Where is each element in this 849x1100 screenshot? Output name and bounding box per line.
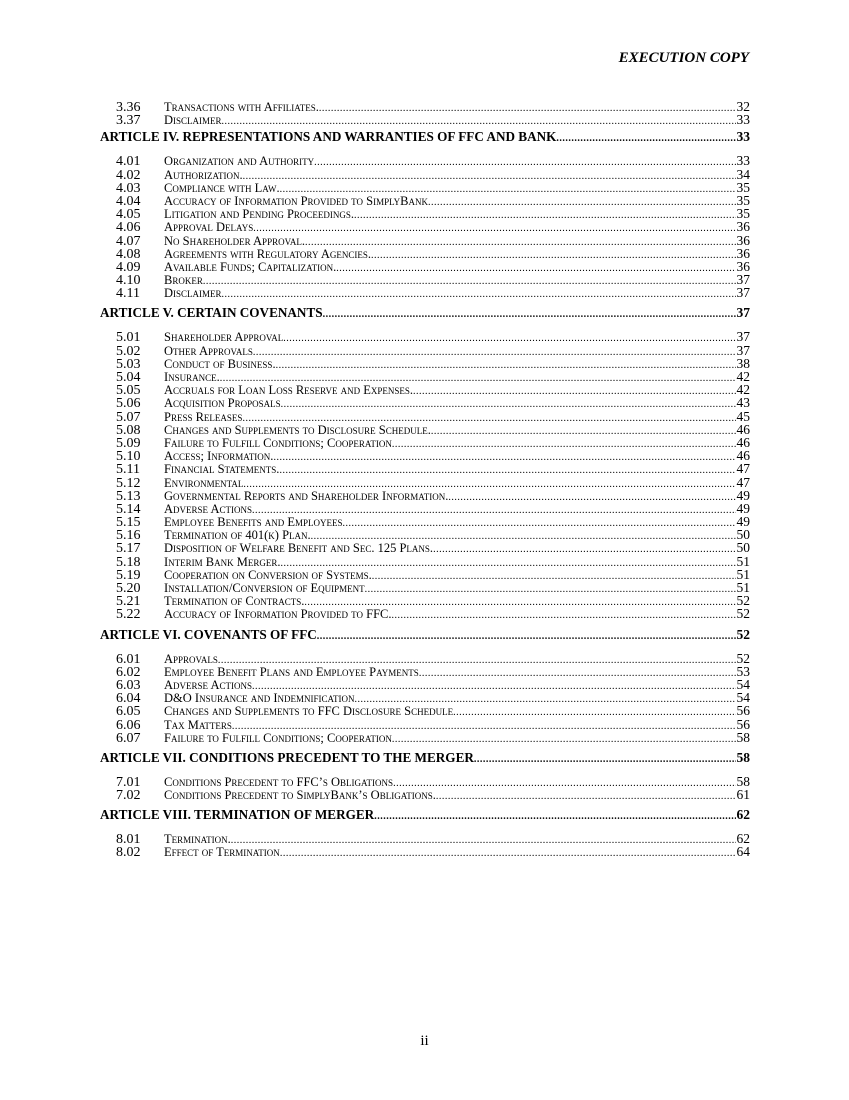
section-page-number: 46 [736,421,750,437]
section-title: Authorization. [164,167,243,182]
article-title: ARTICLE VII. CONDITIONS PRECEDENT TO THE MERGER [100,749,474,765]
section-title: Accuracy of Information Provided to SimplyBank [164,193,429,208]
toc-entry[interactable] [100,476,750,489]
toc-entry[interactable] [100,410,750,423]
dot-leader [365,582,736,595]
section-title: Accuracy of Information Provided to FFC. [164,607,392,622]
dot-leader [391,608,735,621]
section-number: 6.02 [116,664,141,680]
toc-entry[interactable] [100,718,750,731]
dot-leader [336,261,735,274]
section-title: Accruals for Loan Loss Reserve and Expenses. [164,383,413,398]
section-number: 5.05 [116,383,141,399]
section-number: 4.10 [116,273,141,289]
dot-leader [231,833,736,846]
section-title: Approvals [164,651,218,666]
toc-entry[interactable] [100,423,750,436]
toc-entry[interactable] [100,194,750,207]
article-page-number: 37 [736,305,750,321]
section-title: Litigation and Pending Proceedings. [164,207,355,222]
section-number: 7.02 [116,788,141,804]
dot-leader [413,384,736,397]
section-number: 5.06 [116,396,141,412]
toc-entry[interactable] [100,357,750,370]
section-page-number: 51 [736,553,750,569]
toc-entry[interactable] [100,260,750,273]
section-title: Disposition of Welfare Benefit and Sec. 125 Plans. [164,541,434,556]
section-number: 7.01 [116,774,141,790]
section-number: 5.07 [116,409,141,425]
dot-leader [474,750,736,763]
dot-leader [372,569,736,582]
section-page-number: 56 [736,703,750,719]
section-number: 5.21 [116,594,141,610]
dot-leader [273,450,735,463]
section-number: 5.16 [116,528,141,544]
section-number: 5.17 [116,541,141,557]
section-number: 4.03 [116,180,141,196]
article-title: ARTICLE V. CERTAIN COVENANTS [100,305,323,321]
section-page-number: 61 [736,787,750,803]
section-title: Employee Benefits and Employees [164,515,343,530]
section-title: Failure to Fulfill Conditions; Cooperation [164,435,392,450]
dot-leader [276,358,736,371]
section-page-number: 51 [736,580,750,595]
section-number: 5.20 [116,581,141,596]
section-number: 5.01 [116,330,141,346]
dot-leader [305,235,735,248]
section-number: 3.37 [116,113,141,129]
dot-leader [283,331,735,344]
toc-entry[interactable] [100,568,750,581]
article-page-number: 52 [736,626,750,642]
section-title: Conditions Precedent to FFC’s Obligations [164,774,394,789]
toc-entry[interactable] [100,329,750,346]
section-page-number: 36 [736,232,750,248]
section-number: 6.07 [116,730,141,746]
section-title: Financial Statements. [164,462,280,477]
section-number: 4.11 [116,286,140,302]
toc-entry[interactable] [100,690,750,707]
article-title: ARTICLE VI. COVENANTS OF FFC [100,626,317,642]
section-page-number: 35 [736,192,750,208]
section-title: Adverse Actions [164,501,252,516]
dot-leader [218,653,736,666]
toc-entry[interactable] [100,787,750,804]
section-number: 5.11 [116,462,140,478]
section-number: 4.09 [116,259,141,275]
section-number: 8.01 [116,832,141,848]
section-page-number: 53 [736,663,750,679]
dot-leader [374,807,735,820]
toc-entry[interactable] [100,112,750,129]
section-page-number: 52 [736,650,750,666]
section-page-number: 58 [736,773,750,789]
section-title: Conduct of Business. [164,356,276,371]
dot-leader [556,129,735,142]
section-number: 3.36 [116,100,141,115]
table-of-contents [100,100,750,859]
section-title: Access; Information. [164,449,274,464]
dot-leader [222,114,736,127]
toc-entry[interactable] [100,219,750,236]
article-heading[interactable] [100,627,750,643]
toc-entry[interactable] [100,775,750,788]
section-page-number: 36 [736,258,750,274]
section-page-number: 64 [736,844,750,860]
section-page-number: 43 [736,395,750,411]
section-page-number: 46 [736,434,750,450]
dot-leader [428,195,735,208]
section-title: Environmental [164,475,244,490]
toc-entry[interactable] [100,665,750,678]
section-page-number: 50 [736,540,750,556]
toc-entry[interactable] [100,247,750,260]
dot-leader [281,556,736,569]
section-title: Compliance with Law. [164,180,280,195]
section-title: Termination. [164,832,231,847]
section-number: 5.14 [116,501,141,517]
section-page-number: 62 [736,831,750,847]
article-heading[interactable] [100,305,750,321]
dot-leader [343,516,736,529]
dot-leader [319,101,736,114]
article-title: ARTICLE VIII. TERMINATION OF MERGER [100,807,375,823]
section-title: Shareholder Approval [164,330,284,345]
section-title: Interim Bank Merger. [164,554,281,569]
section-number: 5.19 [116,567,141,583]
section-number: 5.10 [116,449,141,465]
section-page-number: 37 [736,329,750,345]
dot-leader [280,846,736,859]
section-page-number: 52 [736,606,750,622]
dot-leader [203,274,736,287]
dot-leader [392,732,736,745]
section-page-number: 34 [736,166,750,182]
toc-entry[interactable] [100,344,750,357]
dot-leader [232,719,736,732]
section-title: Agreements with Regulatory Agencies. [164,246,372,261]
toc-entry[interactable] [100,678,750,691]
toc-entry[interactable] [100,581,750,594]
toc-entry[interactable] [100,593,750,610]
section-page-number: 56 [736,716,750,732]
section-page-number: 33 [736,112,750,128]
section-title: Termination of 401(k) Plan. [164,528,311,543]
dot-leader [419,666,736,679]
section-page-number: 52 [736,593,750,609]
section-number: 5.03 [116,356,141,372]
section-page-number: 54 [736,690,750,706]
section-page-number: 58 [736,729,750,745]
dot-leader [371,248,735,261]
section-title: Acquisition Proposals [164,396,281,411]
section-number: 5.02 [116,343,141,359]
dot-leader [317,627,736,640]
article-title: ARTICLE IV. REPRESENTATIONS AND WARRANTIES OF FFC AND BANK [100,129,557,145]
section-title: D&O Insurance and Indemnification [164,691,355,706]
article-heading[interactable] [100,750,750,766]
toc-entry[interactable] [100,181,750,194]
dot-leader [253,221,735,234]
section-page-number: 45 [736,408,750,424]
section-number: 8.02 [116,845,141,861]
dot-leader [243,477,735,490]
dot-leader [280,182,736,195]
toc-entry[interactable] [100,436,750,449]
dot-leader [393,776,735,789]
toc-entry[interactable] [100,555,750,568]
toc-entry[interactable] [100,502,750,515]
toc-entry[interactable] [100,527,750,544]
section-title: Conditions Precedent to SimplyBank’s Obligations. [164,788,436,803]
toc-entry[interactable] [100,448,750,465]
section-number: 6.03 [116,677,141,693]
section-number: 4.05 [116,207,141,223]
section-number: 5.04 [116,370,141,385]
section-number: 4.01 [116,154,141,170]
dot-leader [354,208,735,221]
section-number: 4.06 [116,220,141,236]
toc-entry[interactable] [100,382,750,399]
toc-entry[interactable] [100,100,750,113]
section-number: 4.04 [116,193,141,209]
toc-entry[interactable] [100,489,750,502]
section-title: Changes and Supplements to FFC Disclosure Schedule [164,704,454,719]
section-number: 4.07 [116,233,141,249]
section-number: 6.04 [116,691,141,707]
section-title: Failure to Fulfill Conditions; Cooperation [164,730,392,745]
section-page-number: 42 [736,369,750,384]
dot-leader [243,169,736,182]
section-title: Insurance. [164,370,220,384]
section-title: Tax Matters [164,717,232,732]
section-page-number: 49 [736,500,750,516]
section-page-number: 35 [736,206,750,222]
section-page-number: 37 [736,285,750,301]
section-title: Available Funds; Capitalization. [164,259,337,274]
section-page-number: 37 [736,272,750,288]
toc-entry[interactable] [100,514,750,531]
toc-entry[interactable] [100,831,750,848]
section-title: Transactions with Affiliates. [164,100,319,114]
section-title: Governmental Reports and Shareholder Information. [164,488,449,503]
section-number: 5.15 [116,515,141,531]
dot-leader [279,463,735,476]
section-number: 4.08 [116,246,141,262]
toc-entry[interactable] [100,206,750,223]
section-title: Other Approvals [164,343,253,358]
toc-entry[interactable] [100,272,750,289]
section-page-number: 47 [736,474,750,490]
toc-entry[interactable] [100,285,750,302]
section-page-number: 38 [736,355,750,371]
section-title: Installation/Conversion of Equipment [164,581,365,595]
toc-entry[interactable] [100,652,750,665]
toc-entry[interactable] [100,395,750,412]
dot-leader [323,305,736,318]
section-page-number: 51 [736,566,750,582]
toc-entry[interactable] [100,703,750,720]
section-title: Adverse Actions [164,677,252,692]
section-page-number: 32 [736,99,750,114]
toc-entry[interactable] [100,844,750,861]
article-page-number: 58 [736,749,750,765]
section-page-number: 54 [736,676,750,692]
dot-leader [253,345,736,358]
section-number: 5.18 [116,554,141,570]
toc-entry[interactable] [100,461,750,478]
dot-leader [281,397,736,410]
article-page-number: 62 [736,807,750,823]
section-title: Disclaimer [164,113,222,128]
toc-entry[interactable] [100,606,750,623]
section-page-number: 36 [736,219,750,235]
section-title: Changes and Supplements to Disclosure Schedule. [164,422,431,437]
dot-leader [314,155,735,168]
section-page-number: 47 [736,461,750,477]
toc-entry[interactable] [100,168,750,181]
article-heading[interactable] [100,807,750,823]
section-number: 4.02 [116,167,141,183]
toc-entry[interactable] [100,540,750,557]
dot-leader [436,789,736,802]
section-number: 6.01 [116,651,141,667]
dot-leader [242,411,735,424]
section-title: Organization and Authority [164,154,315,169]
section-page-number: 46 [736,448,750,464]
section-page-number: 42 [736,382,750,398]
section-title: Termination of Contracts. [164,594,305,609]
page-number: ii [420,1033,429,1049]
document-header: EXECUTION COPY [618,50,749,66]
section-page-number: 35 [736,179,750,195]
section-title: Approval Delays [164,220,254,235]
section-title: Press Releases [164,409,243,424]
toc-entry[interactable] [100,370,750,383]
section-page-number: 37 [736,342,750,358]
section-number: 6.06 [116,717,141,733]
dot-leader [222,287,736,300]
article-page-number: 33 [736,129,750,145]
section-number: 5.13 [116,488,141,504]
dot-leader [453,705,735,718]
section-number: 5.08 [116,422,141,438]
section-number: 5.09 [116,435,141,451]
dot-leader [433,542,735,555]
section-title: Employee Benefit Plans and Employee Payments [164,664,419,679]
section-title: No Shareholder Approval. [164,233,306,248]
section-page-number: 33 [736,153,750,169]
section-title: Disclaimer [164,286,222,301]
article-heading[interactable] [100,129,750,145]
toc-entry[interactable] [100,234,750,247]
section-page-number: 36 [736,245,750,261]
section-title: Cooperation on Conversion of Systems. [164,567,372,582]
section-number: 6.05 [116,704,141,720]
toc-entry[interactable] [100,731,750,744]
section-title: Broker [164,273,203,288]
section-number: 5.12 [116,475,141,491]
section-title: Effect of Termination [164,845,280,860]
dot-leader [448,490,735,503]
section-number: 5.22 [116,607,141,623]
section-page-number: 50 [736,527,750,543]
section-page-number: 49 [736,514,750,530]
toc-entry[interactable] [100,153,750,170]
section-page-number: 49 [736,487,750,503]
dot-leader [431,424,736,437]
dot-leader [392,437,736,450]
